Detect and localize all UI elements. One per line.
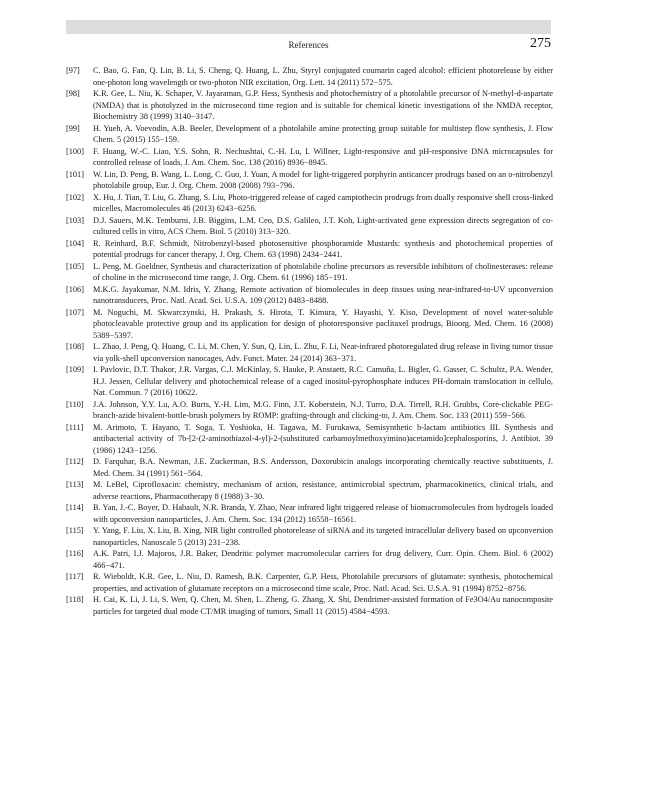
reference-text: Y. Yang, F. Liu, X. Liu, B. Xing, NIR light controlled photorelease of siRNA and its targeted intracellular delivery based on upconversion nanoparticles, Nanoscale 5 (2013) 231−238. [93,526,553,547]
reference-entry [66,146,553,169]
reference-entry [66,341,553,364]
reference-number: [108] [66,342,84,351]
reference-text: W. Lin, D. Peng, B. Wang, L. Long, C. Guo, J. Yuan, A model for light-triggered porphyrin anticancer prodrugs based on an o-nitrobenzyl photolabile group, Eur. J. Org. Chem. 2008 (2008) 793−796. [93,169,553,190]
reference-number: [106] [66,284,84,294]
reference-text: H. Cai, K. Li, J. Li, S. Wen, Q. Chen, M. Shen, L. Zheng, G. Zhang, X. Shi, Dendrimer-assisted formation of Fe3O4/Au nanocomposite particles for targeted dual mode CT/MR imaging of tumors, Small 11 (2015) 4584−4593. [93,595,553,616]
reference-number: [110] [66,399,84,409]
reference-entry [66,307,553,342]
reference-number: [102] [66,192,84,202]
reference-text: F. Huang, W.-C. Liao, Y.S. Sohn, R. Nechushtai, C.-H. Lu, I. Willner, Light-responsive and pH-responsive DNA microcapsules for controlled release of loads, J. Am. Chem. Soc. 138 (2016) 8936−8945. [93,146,553,167]
reference-entry [66,169,553,192]
reference-number: [111] [66,422,84,432]
reference-text: M. LeBel, Ciprofloxacin: chemistry, mechanism of action, resistance, antimicrobial spectrum, pharmacokinetics, clinical trials, and adverse reactions, Pharmacotherapy 8 (1988) 3−30. [93,480,553,501]
reference-text: R. Wieboldt, K.R. Gee, L. Niu, D. Ramesh, B.K. Carpenter, G.P. Hess, Photolabile precursors of glutamate: synthesis, photochemical properties, and activation of glutamate receptors on a microsecond time scale, Proc. Natl. Acad. Sci. U.S.A. 91 (1994) 8752−8756. [93,572,553,593]
reference-entry [66,399,553,422]
running-head [66,36,551,56]
reference-entry [66,238,553,261]
reference-number: [104] [66,238,84,248]
reference-number: [97] [66,66,80,75]
reference-entry [66,525,553,548]
reference-number: [115] [66,526,84,535]
reference-text: J.A. Johnson, Y.Y. Lu, A.O. Burts, Y.-H. Lim, M.G. Finn, J.T. Koberstein, N.J. Turro, D.A. Tirrell, R.H. Grubbs, Core-clickable PEG-branch-azide bivalent-bottle-brush polymers by ROMP: grafting-through and clicking-to, J. Am. Chem. Soc. 133 (2011) 559−566. [93,399,553,420]
reference-text: X. Hu, J. Tian, T. Liu, G. Zhang, S. Liu, Photo-triggered release of caged camptothecin prodrugs from dually responsive shell cross-linked micelles, Macromolecules 46 (2013) 6243−6256. [93,192,553,213]
reference-text: A.K. Patri, I.J. Majoros, J.R. Baker, Dendritic polymer macromolecular carriers for drug delivery, Curr. Opin. Chem. Biol. 6 (2002) 466−471. [93,549,553,570]
reference-entry [66,456,553,479]
reference-number: [113] [66,480,84,489]
reference-number: [100] [66,146,84,156]
reference-text: I. Pavlovic, D.T. Thakor, J.R. Vargas, C.J. McKinlay, S. Hauke, P. Anstaett, R.C. Camuña, L. Bigler, G. Gasser, C. Schultz, P.A. Wender, H.J. Jessen, Cellular delivery and photochemical release of a caged inositol-pyrophosphate induces PH-domain translocation in cellulo, Nat. Commun. 7 (2016) 10622. [93,365,553,397]
reference-entry [66,123,553,146]
reference-text: D.J. Sauers, M.K. Temburni, J.B. Biggins, L.M. Ceo, D.S. Galileo, J.T. Koh, Light-activated gene expression directs segregation of co-cultured cells in vitro, ACS Chem. Biol. 5 (2010) 313−320. [93,215,553,236]
reference-number: [99] [66,123,80,133]
reference-entry [66,364,553,399]
reference-text: M.K.G. Jayakumar, N.M. Idris, Y. Zhang, Remote activation of biomolecules in deep tissues using near-infrared-to-UV upconversion nanotransducers, Proc. Natl. Acad. Sci. U.S.A. 109 (2012) 8483−8488. [93,284,553,305]
reference-entry [66,284,553,307]
reference-entry [66,215,553,238]
reference-number: [112] [66,457,84,466]
reference-number: [118] [66,595,84,604]
reference-entry [66,502,553,525]
reference-number: [109] [66,365,84,374]
reference-number: [107] [66,307,84,317]
reference-text: C. Bao, G. Fan, Q. Lin, B. Li, S. Cheng, Q. Huang, L. Zhu, Styryl conjugated coumarin caged alcohol: efficient photorelease by either one-photon long wavelength or two-photon NIR excitation, Org. Lett. 14 (2011) 572−575. [93,66,553,87]
reference-entry [66,88,553,123]
reference-entry [66,571,553,594]
reference-number: [117] [66,572,84,581]
section-title: References [288,40,329,50]
reference-number: [98] [66,89,80,98]
reference-number: [116] [66,549,84,558]
reference-text: B. Yan, J.-C. Boyer, D. Habault, N.R. Branda, Y. Zhao, Near infrared light triggered release of biomacromolecules from hydrogels loaded with upconversion nanoparticles, J. Am. Chem. Soc. 134 (2012) 16558−16561. [93,503,553,524]
reference-text: M. Arimoto, T. Hayano, T. Soga, T. Yoshioka, H. Tagawa, M. Furukawa, Semisynthetic b-lactam antibiotics III. Synthesis and antibacterial activity of 7b-[2-(2-aminothiazol-4-yl)-2-(substituted carbamoylmethoxyimino)acetamido]cephalosporins, J. Antibiot. 39 (1986) 1243−1256. [93,422,553,455]
reference-number: [114] [66,503,84,512]
reference-text: L. Peng, M. Goeldner, Synthesis and characterization of photolabile choline precursors as reversible inhibitors of cholinesterases: release of choline in the microsecond time range, J. Org. Chem. 61 (1996) 185−191. [93,261,553,282]
page-number: 275 [530,36,551,51]
reference-entry [66,594,553,617]
reference-number: [105] [66,261,84,271]
reference-entry [66,65,553,88]
reference-text: R. Reinhard, B.F. Schmidt, Nitrobenzyl-based photosensitive phosphoramide Mustards: synthesis and photochemical properties of potential prodrugs for cancer therapy, J. Org. Chem. 63 (1998) 2434−2441. [93,238,553,259]
reference-text: D. Farquhar, B.A. Newman, J.E. Zuckerman, B.S. Andersson, Doxorubicin analogs incorporating chemically reactive substituents, J. Med. Chem. 34 (1991) 561−564. [93,457,553,478]
reference-entry [66,422,553,457]
header-bar [66,20,551,34]
reference-entry [66,192,553,215]
reference-number: [103] [66,215,84,225]
reference-text: H. Yueh, A. Voevodin, A.B. Beeler, Development of a photolabile amine protecting group suitable for multistep flow synthesis, J. Flow Chem. 5 (2015) 155−159. [93,123,553,144]
reference-list [66,65,553,617]
reference-text: L. Zhao, J. Peng, Q. Huang, C. Li, M. Chen, Y. Sun, Q. Lin, L. Zhu, F. Li, Near-infrared photoregulated drug release in living tumor tissue via yolk-shell upconversion nanocages, Adv. Funct. Mater. 24 (2014) 363−371. [93,342,553,363]
reference-entry [66,261,553,284]
reference-number: [101] [66,169,84,179]
reference-entry [66,548,553,571]
reference-text: M. Noguchi, M. Skwarczynski, H. Prakash, S. Hirota, T. Kimura, Y. Hayashi, Y. Kiso, Development of novel water-soluble photocleavable protective group and its application for design of photoresponsive paclitaxel prodrugs, Bioorg. Med. Chem. 16 (2008) 5389−5397. [93,307,553,340]
reference-text: K.R. Gee, L. Niu, K. Schaper, V. Jayaraman, G.P. Hess, Synthesis and photochemistry of a photolabile precursor of N-methyl-d-aspartate (NMDA) that is photolyzed in the microsecond time region and is suitable for chemical kinetic investigations of the NMDA receptor, Biochemistry 38 (1999) 3140−3147. [93,89,553,121]
reference-entry [66,479,553,502]
